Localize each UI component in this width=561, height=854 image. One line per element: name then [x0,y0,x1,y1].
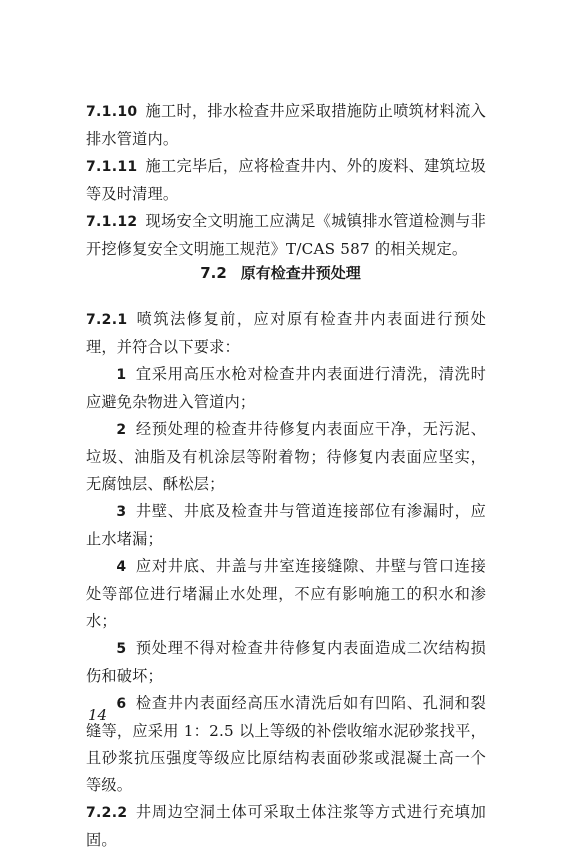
list-item [86,690,486,799]
clause-number: 7.2.2 [86,805,128,821]
section-number: 7.2 [200,264,227,282]
item-text: 井壁、井底及检查井与管道连接部位有渗漏时，应止水堵漏； [86,502,486,548]
clause-7-2-2 [86,799,486,854]
clause-7-2-1-block [86,306,486,854]
clause-text: 现场安全文明施工应满足《城镇排水管道检测与非开挖修复安全文明施工规范》T/CAS 587 的相关规定。 [86,212,486,258]
list-item [86,361,486,416]
clause-number: 7.1.10 [86,104,138,120]
clause-7-2-1 [86,306,486,361]
list-item [86,416,486,498]
item-number: 1 [116,367,127,383]
item-number: 2 [116,422,127,438]
item-number: 3 [116,504,127,520]
clause-number: 7.1.12 [86,214,138,230]
clauses-7-1-block [86,98,486,263]
clause-7-1-12 [86,208,486,263]
item-number: 4 [116,559,127,575]
clause-7-1-11 [86,153,486,208]
clause-number: 7.2.1 [86,312,128,328]
clause-text: 施工完毕后，应将检查井内、外的废料、建筑垃圾等及时清理。 [86,157,486,203]
item-text: 检查井内表面经高压水清洗后如有凹陷、孔洞和裂缝等，应采用 1：2.5 以上等级的补偿收缩水泥砂浆找平，且砂浆抗压强度等级应比原结构表面砂浆或混凝土高一个等级。 [86,694,486,794]
item-number: 6 [116,696,127,712]
item-text: 预处理不得对检查井待修复内表面造成二次结构损伤和破坏； [86,639,486,685]
list-item [86,498,486,553]
item-text: 宜采用高压水枪对检查井内表面进行清洗，清洗时应避免杂物进入管道内； [86,365,486,411]
item-number: 5 [116,641,127,657]
item-text: 经预处理的检查井待修复内表面应干净，无污泥、垃圾、油脂及有机涂层等附着物；待修复内表面应坚实，无腐蚀层、酥松层； [86,420,486,493]
clause-number: 7.1.11 [86,159,138,175]
list-item [86,553,486,635]
page-number: 14 [88,706,108,724]
clause-text: 井周边空洞土体可采取土体注浆等方式进行充填加固。 [86,803,486,849]
list-item [86,635,486,690]
section-heading [0,262,561,283]
item-text: 应对井底、井盖与井室连接缝隙、井壁与管口连接处等部位进行堵漏止水处理，不应有影响施工的积水和渗水； [86,557,486,630]
clause-7-1-10 [86,98,486,153]
section-title-text: 原有检查井预处理 [240,264,361,282]
clause-text: 喷筑法修复前，应对原有检查井内表面进行预处理，并符合以下要求： [86,310,486,356]
clause-text: 施工时，排水检查井应采取措施防止喷筑材料流入排水管道内。 [86,102,486,148]
